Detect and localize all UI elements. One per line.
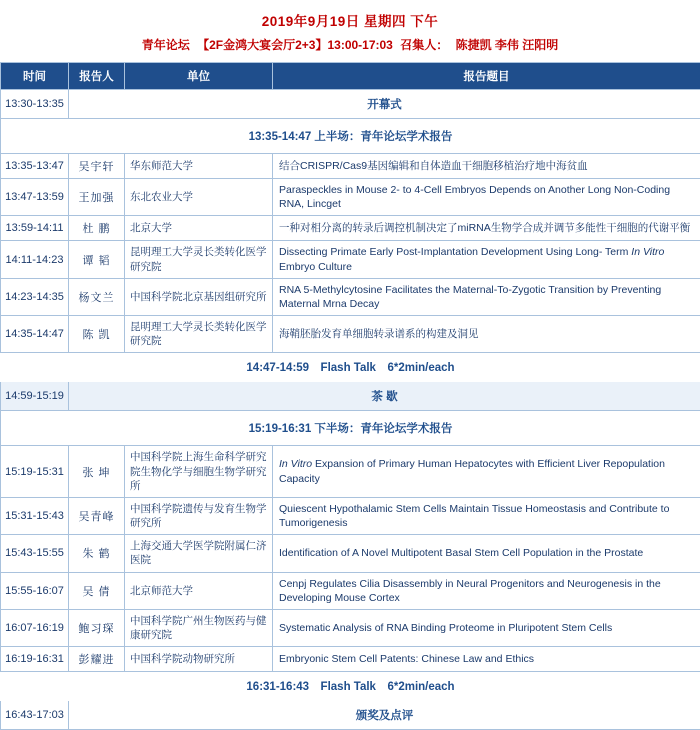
session-banner-label: 13:35-14:47 上半场：青年论坛学术报告	[1, 119, 700, 154]
cell-talk-title: 海鞘胚胎发育单细胞转录谱系的构建及洞见	[273, 316, 700, 353]
cell-organization: 中国科学院遗传与发育生物学研究所	[125, 497, 273, 534]
table-row	[1, 609, 700, 646]
cell-talk-title: 一种对相分离的转录后调控机制决定了miRNA生物学合成并调节多能性干细胞的代谢平衡	[273, 216, 700, 241]
cell-speaker: 张 坤	[69, 446, 125, 498]
cell-organization: 东北农业大学	[125, 179, 273, 216]
cell-time: 15:19-15:31	[1, 446, 69, 498]
flash-talk-label: 16:31-16:43 Flash Talk 6*2min/each	[1, 672, 700, 701]
conveners-label: 召集人：	[400, 38, 448, 52]
column-header-title: 报告题目	[273, 63, 700, 90]
cell-time: 16:07-16:19	[1, 609, 69, 646]
table-row	[1, 647, 700, 672]
cell-talk-title: Quiescent Hypothalamic Stem Cells Maintain Tissue Homeostasis and Contribute to Tumorigenesis	[273, 497, 700, 534]
cell-time: 16:43-17:03	[1, 701, 69, 730]
cell-talk-title: In Vitro Expansion of Primary Human Hepatocytes with Efficient Liver Repopulation Capacity	[273, 446, 700, 498]
forum-name: 青年论坛	[142, 38, 190, 52]
cell-speaker: 朱 鹤	[69, 535, 125, 572]
column-header-speaker: 报告人	[69, 63, 125, 90]
program-section-row	[1, 382, 700, 411]
session-banner-label: 15:19-16:31 下半场：青年论坛学术报告	[1, 411, 700, 446]
cell-speaker: 吴青峰	[69, 497, 125, 534]
cell-organization: 北京大学	[125, 216, 273, 241]
column-header-time: 时间	[1, 63, 69, 90]
cell-organization: 中国科学院动物研究所	[125, 647, 273, 672]
schedule-table	[0, 62, 700, 730]
table-row	[1, 572, 700, 609]
cell-organization: 中国科学院北京基因组研究所	[125, 278, 273, 315]
cell-talk-title: 结合CRISPR/Cas9基因编辑和自体造血干细胞移植治疗地中海贫血	[273, 154, 700, 179]
flash-talk-label: 14:47-14:59 Flash Talk 6*2min/each	[1, 353, 700, 382]
cell-speaker: 鲍习琛	[69, 609, 125, 646]
program-section-row	[1, 701, 700, 730]
table-body	[1, 90, 700, 730]
cell-organization: 昆明理工大学灵长类转化医学研究院	[125, 316, 273, 353]
cell-time: 15:31-15:43	[1, 497, 69, 534]
cell-speaker: 王加强	[69, 179, 125, 216]
cell-time: 14:11-14:23	[1, 241, 69, 278]
cell-speaker: 彭耀进	[69, 647, 125, 672]
session-banner-row	[1, 119, 700, 154]
cell-time: 15:43-15:55	[1, 535, 69, 572]
cell-talk-title: Cenpj Regulates Cilia Disassembly in Neural Progenitors and Neurogenesis in the Developing Mouse Cortex	[273, 572, 700, 609]
cell-time: 15:55-16:07	[1, 572, 69, 609]
cell-talk-title: Systematic Analysis of RNA Binding Proteome in Pluripotent Stem Cells	[273, 609, 700, 646]
table-row	[1, 497, 700, 534]
cell-time: 13:30-13:35	[1, 90, 69, 119]
cell-time: 13:59-14:11	[1, 216, 69, 241]
cell-talk-title: Dissecting Primate Early Post-Implantation Development Using Long- Term In Vitro Embryo Culture	[273, 241, 700, 278]
cell-speaker: 陈 凯	[69, 316, 125, 353]
cell-organization: 上海交通大学医学院附属仁济医院	[125, 535, 273, 572]
cell-time: 14:23-14:35	[1, 278, 69, 315]
page-title: 2019年9月19日 星期四 下午	[0, 0, 700, 36]
cell-talk-title: Embryonic Stem Cell Patents: Chinese Law and Ethics	[273, 647, 700, 672]
cell-talk-title: RNA 5-Methylcytosine Facilitates the Maternal-To-Zygotic Transition by Preventing Maternal Mrna Decay	[273, 278, 700, 315]
venue-time: 【2F金鸿大宴会厅2+3】13:00-17:03	[197, 38, 393, 52]
cell-speaker: 谭 韬	[69, 241, 125, 278]
program-section-label: 颁奖及点评	[69, 701, 700, 730]
cell-time: 16:19-16:31	[1, 647, 69, 672]
conveners-names: 陈捷凯 李伟 汪阳明	[456, 38, 559, 52]
cell-talk-title: Identification of A Novel Multipotent Basal Stem Cell Population in the Prostate	[273, 535, 700, 572]
program-section-row	[1, 90, 700, 119]
table-row	[1, 446, 700, 498]
table-header-row	[1, 63, 700, 90]
cell-speaker: 吴宇轩	[69, 154, 125, 179]
flash-talk-row	[1, 672, 700, 701]
table-row	[1, 241, 700, 278]
column-header-org: 单位	[125, 63, 273, 90]
table-row	[1, 278, 700, 315]
program-section-label: 开幕式	[69, 90, 700, 119]
program-section-label: 茶 歇	[69, 382, 700, 411]
cell-speaker: 杜 鹏	[69, 216, 125, 241]
cell-organization: 中国科学院广州生物医药与健康研究院	[125, 609, 273, 646]
table-row	[1, 216, 700, 241]
cell-time: 13:35-13:47	[1, 154, 69, 179]
table-row	[1, 179, 700, 216]
flash-talk-row	[1, 353, 700, 382]
table-row	[1, 316, 700, 353]
forum-header	[0, 36, 700, 62]
cell-organization: 华东师范大学	[125, 154, 273, 179]
cell-speaker: 杨文兰	[69, 278, 125, 315]
cell-time: 13:47-13:59	[1, 179, 69, 216]
cell-time: 14:59-15:19	[1, 382, 69, 411]
cell-organization: 中国科学院上海生命科学研究院生物化学与细胞生物学研究所	[125, 446, 273, 498]
cell-time: 14:35-14:47	[1, 316, 69, 353]
cell-talk-title: Paraspeckles in Mouse 2- to 4-Cell Embryos Depends on Another Long Non-Coding RNA, Lincget	[273, 179, 700, 216]
session-banner-row	[1, 411, 700, 446]
cell-organization: 北京师范大学	[125, 572, 273, 609]
cell-speaker: 吴 倩	[69, 572, 125, 609]
cell-organization: 昆明理工大学灵长类转化医学研究院	[125, 241, 273, 278]
table-row	[1, 535, 700, 572]
table-row	[1, 154, 700, 179]
